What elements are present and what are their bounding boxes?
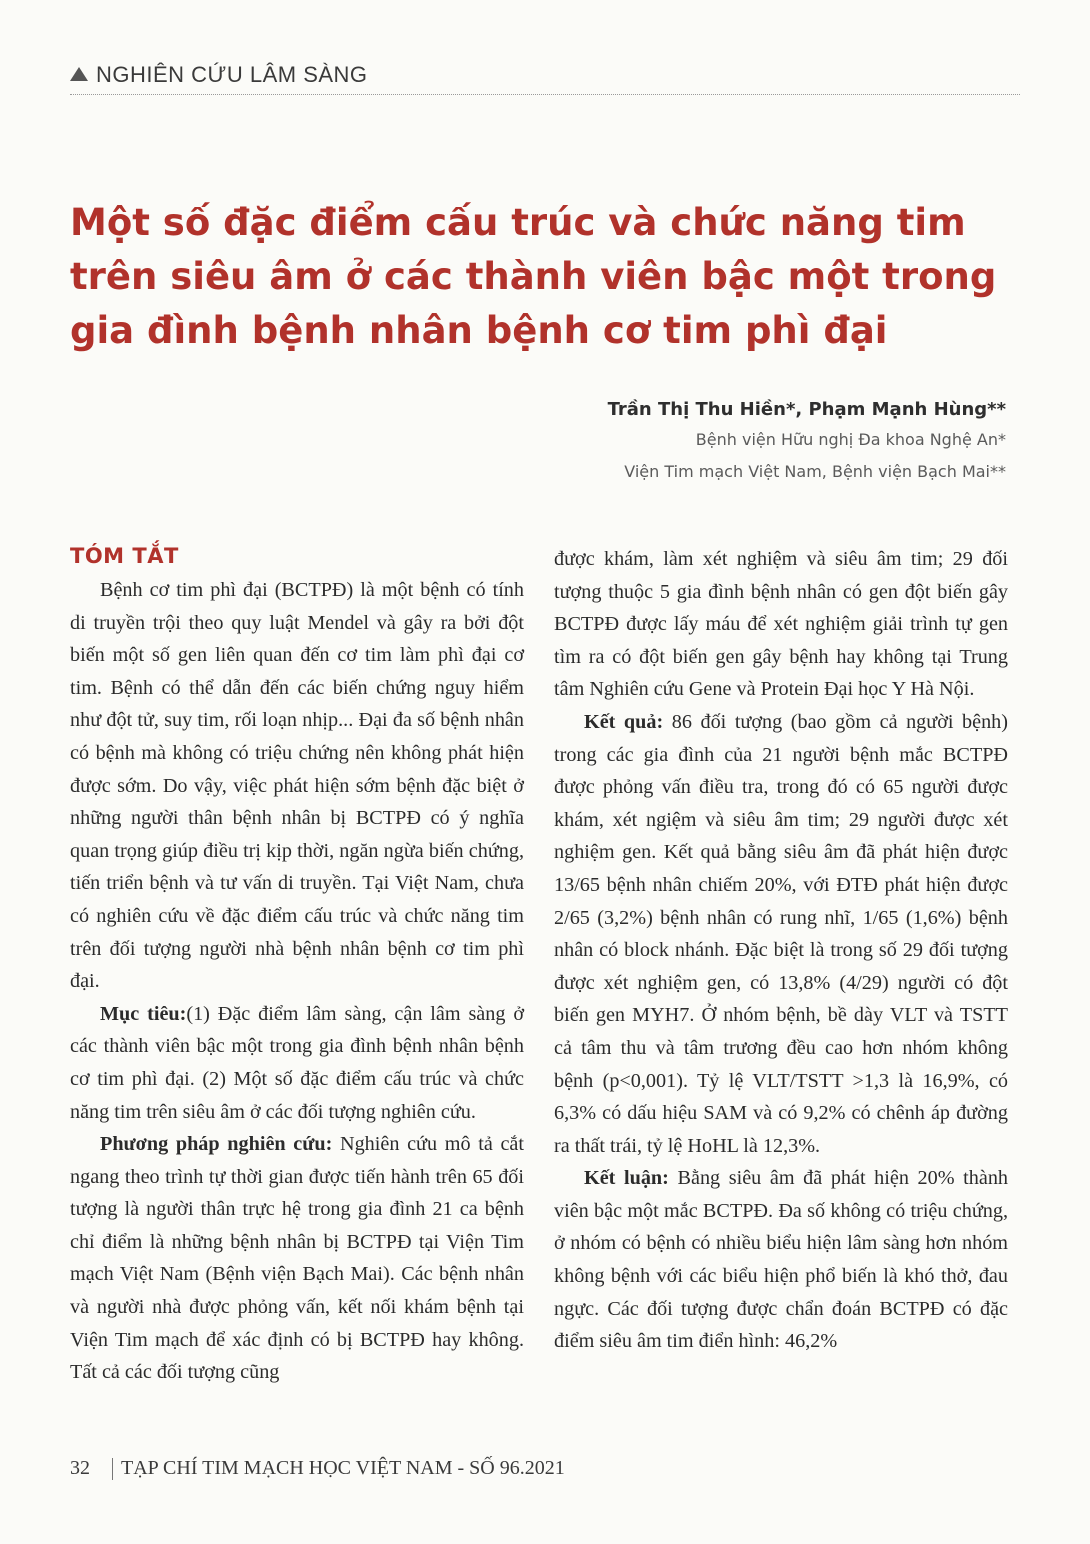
right-column xyxy=(554,543,1008,1358)
methods-label: Phương pháp nghiên cứu: xyxy=(100,1133,333,1156)
author-names: Trần Thị Thu Hiền*, Phạm Mạnh Hùng** xyxy=(607,399,1006,420)
journal-name: TẠP CHÍ TIM MẠCH HỌC VIỆT NAM - SỐ 96.2021 xyxy=(121,1457,565,1479)
affiliation-1: Bệnh viện Hữu nghị Đa khoa Nghệ An* xyxy=(695,430,1006,449)
objective-text: (1) Đặc điểm lâm sàng, cận lâm sàng ở các thành viên bậc một trong gia đình bệnh nhân bệnh cơ tim phì đại. (2) Một số đặc điểm cấu trúc và chức năng tim trên siêu âm ở các đối tượng nghiên cứu. xyxy=(70,1002,524,1123)
abstract-intro: Bệnh cơ tim phì đại (BCTPĐ) là một bệnh có tính di truyền trội theo quy luật Mendel và gây ra bởi đột biến một số gen liên quan đến cơ tim làm phì đại cơ tim. Bệnh có thể dẫn đến các biến chứng nguy hiểm như đột tử, suy tim, rối loạn nhịp... Đại đa số bệnh nhân có bệnh mà không có triệu chứng nên không phát hiện được sớm. Do vậy, việc phát hiện sớm bệnh đặc biệt ở những người thân bệnh nhân bị BCTPĐ có ý nghĩa quan trọng giúp điều trị kịp thời, ngăn ngừa biến chứng, tiến triển bệnh và tư vấn di truyền. Tại Việt Nam, chưa có nghiên cứu về đặc điểm cấu trúc và chức năng tim trên đối tượng người nhà bệnh nhân bệnh cơ tim phì đại. xyxy=(70,579,524,993)
objective-label: Mục tiêu: xyxy=(100,1002,187,1025)
footer-separator xyxy=(112,1458,113,1480)
objective-paragraph xyxy=(70,998,524,1128)
author-block xyxy=(608,397,1006,487)
left-column xyxy=(70,540,524,1389)
section-header xyxy=(70,62,368,88)
results-label: Kết quả: xyxy=(584,710,664,733)
methods-text: Nghiên cứu mô tả cắt ngang theo trình tự thời gian được tiến hành trên 65 đối tượng là người thân trực hệ trong gia đình 21 ca bệnh chỉ điểm là những bệnh nhân bị BCTPĐ tại Viện Tim mạch Việt Nam (Bệnh viện Bạch Mai). Các bệnh nhân và người nhà được phỏng vấn, kết nối khám bệnh tại Viện Tim mạch để xác định có bị BCTPĐ hay không. Tất cả các đối tượng cũng xyxy=(70,1133,524,1384)
methods-paragraph xyxy=(70,1128,524,1389)
section-label: NGHIÊN CỨU LÂM SÀNG xyxy=(96,62,368,87)
conclusion-label: Kết luận: xyxy=(584,1167,669,1190)
page-footer xyxy=(70,1457,565,1480)
results-text: 86 đối tượng (bao gồm cả người bệnh) trong các gia đình của 21 người bệnh mắc BCTPĐ được phỏng vấn điều tra, trong đó có 65 người được khám, xét ngiệm và siêu âm tim; 29 người được xét nghiệm gen. Kết quả bằng siêu âm đã phát hiện được 13/65 bệnh nhân chiếm 20%, với ĐTĐ phát hiện được 2/65 (3,2%) bệnh nhân có rung nhĩ, 1/65 (1,6%) bệnh nhân có block nhánh. Đặc biệt là trong số 29 đối tượng được xét nghiệm gen, có 13,8% (4/29) người có đột biến gen MYH7. Ở nhóm bệnh, bề dày VLT và TSTT cả tâm thu và tâm trương đều cao hơn nhóm không bệnh (p<0,001). Tỷ lệ VLT/TSTT >1,3 là 16,9%, có 6,3% có dấu hiệu SAM và có 9,2% có chênh áp đường ra thất trái, tỷ lệ HoHL là 12,3%. xyxy=(554,710,1008,1157)
article-title: Một số đặc điểm cấu trúc và chức năng tim trên siêu âm ở các thành viên bậc một trong gia đình bệnh nhân bệnh cơ tim phì đại xyxy=(70,201,997,352)
methods-continued: được khám, làm xét nghiệm và siêu âm tim; 29 đối tượng thuộc 5 gia đình bệnh nhân có gen đột biến gây BCTPĐ được lấy máu để xét nghiệm giải trình tự gen tìm ra có đột biến gen gây bệnh hay không tại Trung tâm Nghiên cứu Gene và Protein Đại học Y Hà Nội. xyxy=(554,548,1008,701)
affiliation-2: Viện Tim mạch Việt Nam, Bệnh viện Bạch Mai** xyxy=(624,462,1006,481)
header-divider xyxy=(70,94,1020,95)
conclusion-text: Bằng siêu âm đã phát hiện 20% thành viên bậc một mắc BCTPĐ. Đa số không có triệu chứng, ở nhóm có bệnh có nhiều biểu hiện lâm sàng hơn nhóm không bệnh với các biểu hiện phổ biến là khó thở, đau ngực. Các đối tượng được chẩn đoán BCTPĐ có đặc điểm siêu âm tim điển hình: 46,2% xyxy=(554,1167,1009,1353)
results-paragraph xyxy=(554,706,1008,1162)
abstract-heading: TÓM TẮT xyxy=(70,544,179,568)
page-number: 32 xyxy=(70,1457,90,1479)
triangle-icon xyxy=(70,67,88,81)
conclusion-paragraph xyxy=(554,1162,1008,1358)
